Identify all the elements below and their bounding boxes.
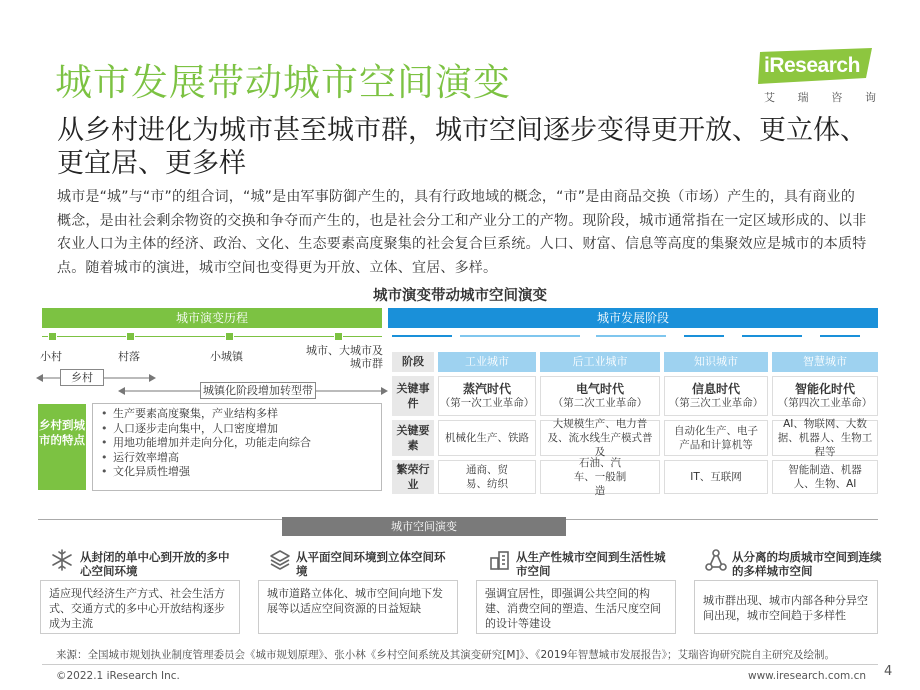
evolution-description: 适应现代经济生产方式、社会生活方式、交通方式的多中心开放结构逐步成为主流	[40, 580, 240, 634]
timeline-dash	[596, 335, 666, 337]
page-number: 4	[884, 664, 893, 679]
table-header-cell: 后工业城市	[540, 352, 660, 372]
timeline-dash	[460, 335, 580, 337]
table-cell: 智能化时代 （第四次工业革命）	[772, 376, 878, 416]
building-icon	[488, 548, 512, 572]
evolution-heading: 从分离的均质城市空间到连续的多样城市空间	[732, 550, 882, 578]
snowflake-icon	[50, 548, 74, 572]
right-section-bar: 城市发展阶段	[388, 308, 878, 328]
table-row-label: 关键事件	[392, 376, 434, 416]
timeline-dot	[334, 332, 343, 341]
list-item: • 运行效率增高	[113, 451, 381, 466]
timeline-label-hamlet: 村落	[118, 350, 140, 363]
evolution-description: 城市群出现、城市内部各种分异空间出现，城市空间趋于多样性	[694, 580, 878, 634]
logo-cn-text: 艾 瑞 咨 询	[764, 91, 876, 104]
timeline-dash	[820, 335, 860, 337]
page-title: 城市发展带动城市空间演变	[55, 61, 511, 104]
table-cell: 自动化生产、电子产品和计算机等	[664, 420, 768, 456]
evolution-bar: 城市空间演变	[282, 517, 566, 536]
intro-paragraph: 城市是“城”与“市”的组合词，“城”是由军事防御产生的，具有行政地域的概念，“市”是由商品交换（市场）产生的，具有商业的概念，是由社会剩余物资的交换和争夺而产生的，也是社会分工和产业分工的产物。现阶段，城市通常指在一定区域形成的、以非农业人口为主体的经济、政治、文化、生态要素高度聚集的社会复合巨系统。人口、财富、信息等高度的集聚效应是城市的本质特点。随着城市的演进，城市空间也变得更为开放、立体、宜居、多样。	[57, 189, 867, 276]
network-icon	[704, 548, 728, 572]
source-note: 来源：全国城市规划执业制度管理委员会《城市规划原理》、张小林《乡村空间系统及其演变研究[M]》、《2019年智慧城市发展报告》；艾瑞咨询研究院自主研究及绘制。	[56, 649, 835, 661]
footer-url[interactable]: www.iresearch.com.cn	[748, 670, 867, 682]
layers-icon	[268, 548, 292, 572]
list-item: • 文化异质性增强	[113, 465, 381, 480]
logo-text: iResearch	[764, 54, 860, 77]
table-header-cell: 知识城市	[664, 352, 768, 372]
table-row-label: 繁荣行业	[392, 460, 434, 494]
diagram-title: 城市演变带动城市空间演变	[373, 288, 547, 304]
table-header-cell: 工业城市	[438, 352, 536, 372]
stage-table	[392, 352, 878, 497]
rural-to-city-features-label: 乡村到城市的特点	[38, 404, 86, 490]
evolution-heading: 从平面空间环境到立体空间环境	[296, 550, 446, 578]
table-cell: 机械化生产、铁路	[438, 420, 536, 456]
table-cell: AI、物联网、大数据、机器人、生物工程等	[772, 420, 878, 456]
table-header-cell: 智慧城市	[772, 352, 878, 372]
rural-label: 乡村	[60, 369, 104, 386]
evolution-description: 强调宜居性，即强调公共空间的构建、消费空间的塑造、生活尺度空间的设计等建设	[476, 580, 676, 634]
table-row-label: 关键要素	[392, 420, 434, 456]
evolution-heading: 从生产性城市空间到生活性城市空间	[516, 550, 666, 578]
table-cell: 电气时代 （第二次工业革命）	[540, 376, 660, 416]
table-cell: 大规模生产、电力普及、流水线生产模式普及	[540, 420, 660, 456]
table-cell: 石油、汽车、一般制造	[540, 460, 660, 494]
list-item: • 生产要素高度聚集，产业结构多样	[113, 407, 381, 422]
urbanization-label: 城镇化阶段增加转型带	[200, 382, 316, 399]
list-item: • 用地功能增加并走向分化，功能走向综合	[113, 436, 381, 451]
timeline-label-town: 小城镇	[210, 350, 243, 363]
iresearch-logo	[758, 48, 874, 108]
left-section-bar: 城市演变历程	[42, 308, 382, 328]
table-cell: 蒸汽时代 （第一次工业革命）	[438, 376, 536, 416]
timeline-line	[42, 336, 382, 337]
table-cell: 智能制造、机器人、生物、AI	[772, 460, 878, 494]
table-cell: IT、互联网	[664, 460, 768, 494]
timeline-dot	[225, 332, 234, 341]
list-item: • 人口逐步走向集中，人口密度增加	[113, 422, 381, 437]
table-cell: 信息时代 （第三次工业革命）	[664, 376, 768, 416]
copyright: ©2022.1 iResearch Inc.	[56, 670, 180, 682]
table-header-label: 阶段	[392, 352, 434, 372]
timeline-label-city: 城市、大城市及城市群	[306, 344, 383, 370]
timeline-dash	[392, 335, 452, 337]
timeline-dash	[742, 335, 802, 337]
features-list	[92, 403, 382, 491]
page-subtitle: 从乡村进化为城市甚至城市群，城市空间逐步变得更开放、更立体、更宜居、更多样	[57, 115, 867, 179]
timeline-dot	[126, 332, 135, 341]
evolution-heading: 从封闭的单中心到开放的多中心空间环境	[80, 550, 230, 578]
timeline-dash	[684, 335, 724, 337]
timeline-dot	[48, 332, 57, 341]
table-cell: 通商、贸易、纺织	[438, 460, 536, 494]
evolution-description: 城市道路立体化、城市空间向地下发展等以适应空间资源的日益短缺	[258, 580, 458, 634]
footer-divider	[42, 664, 878, 665]
timeline-label-village: 小村	[40, 350, 62, 363]
